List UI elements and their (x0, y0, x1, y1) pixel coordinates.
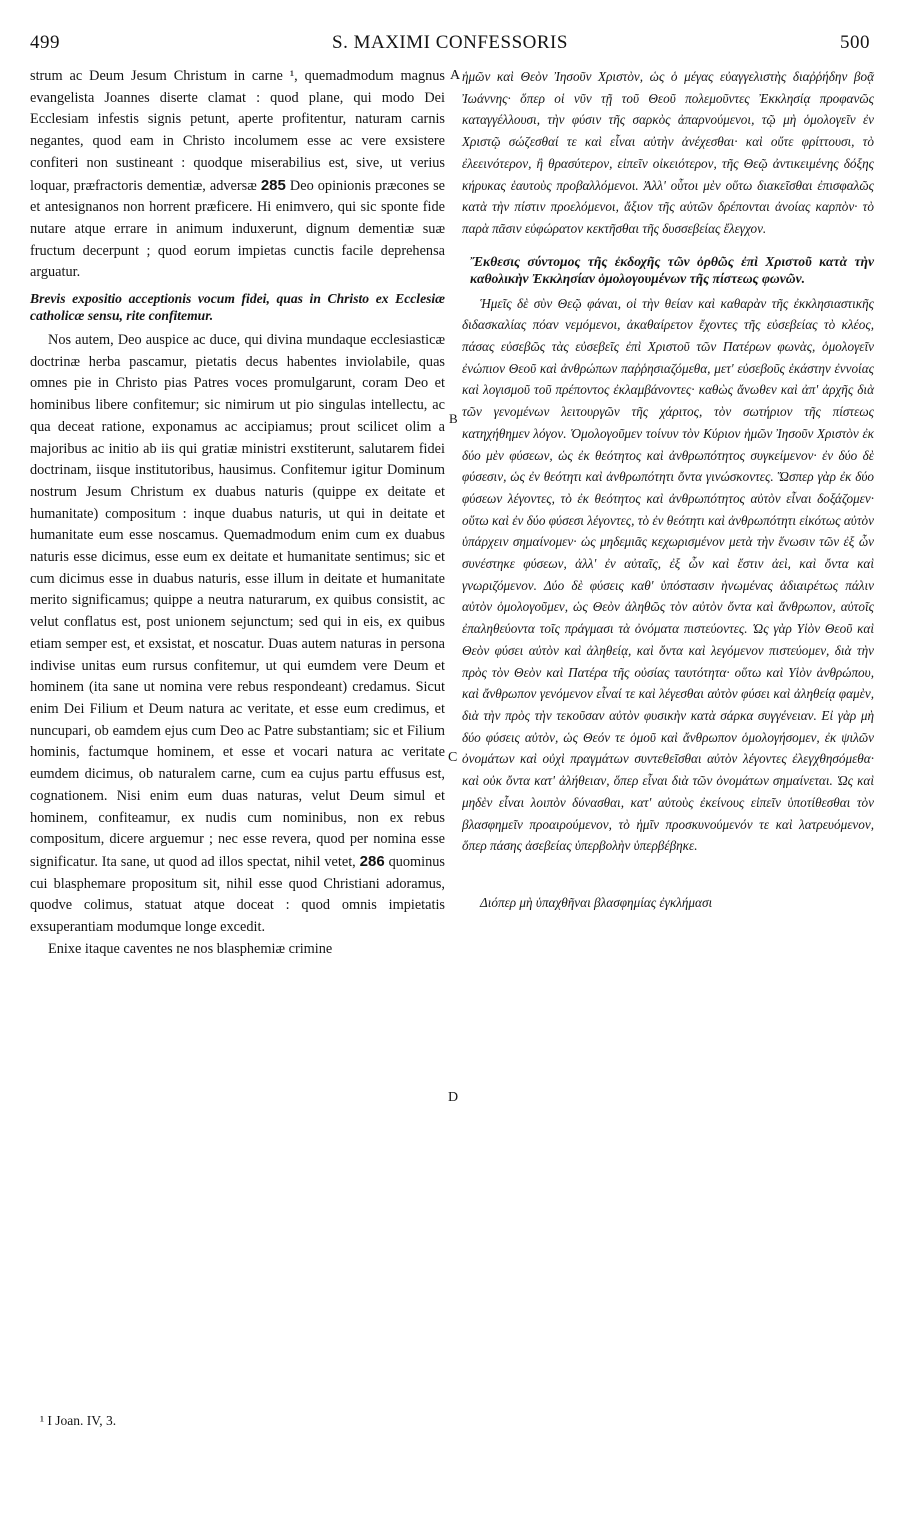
running-header (30, 32, 870, 62)
running-title: S. MAXIMI CONFESSORIS (332, 32, 568, 53)
latin-paragraph: Nos autem, Deo auspice ac duce, qui divina mundaque ecclesiasticæ doctrinæ herba pascamur, pietatis decus habentes inviolabile, quas omnes pie in Christo pias Patres voces promulgarunt, coram Deo et hominibus libere confitemur; sic nimirum ut pio singulas intellectu, ac qua deceat ratione, exponamus ac accipiamus; prout scilicet olim a majoribus ac initio ab iis qui gratiæ ministri exstiterunt, salutarem fidei doctrinam, iisque institutoribus, hausimus. Confitemur igitur Dominum nostrum Jesum Christum ex duabus naturis (quippe ex deitate et humanitate) compositum : inque duabus naturis, ut qui in deitate et humanitate eum esse noscamus. Quemadmodum enim cum ex duabus naturis esse dicimus, esse eum ex deitate et humanitate sentimus; sic et cum dicimus esse in duabus naturis, esse illum in deitate et humanitate merito significamus; quippe a neutra naturarum, ex quibus consistit, ac velut conflatus est, post unionem sejunctum; sed qui in eis, ex quibus etiam semper est, et exsistat, et noscatur. Duas autem naturas in persona indivise unitas eum rursus confitemur, ut qui eumdem vere Deum et hominem (ita sane ut nomina vere rebus respondeant) credamus. Sicut enim Dei Filium et Deum natura ac veritate, et esse eum credimus, et nuncupari, ob eamdem ejus cum Deo ac Patre substantiam; sic et Filium hominis, factumque hominem, et esse et vocari natura ac veritate eumdem dicimus, ob naturalem carne, cum ea cujus partu effusus est, cognationem. Nisi enim eum duas naturas, velut Deum simul et hominem, confiteamur, ex nudis cum nominibus, non ex rebus compositum, dicere arguemur ; nec esse revera, quod per nomina esse significatur. Ita sane, ut quod ad illos spectat, nihil vetet, 286 quominus cui blasphemare propositum sit, nihil esse quod Christiani adoramus, quodve colimus, statuat atque doceat : quod omnis impietatis exsuperantiam modumque longe excedit. (30, 332, 445, 936)
margin-letter-d: D (448, 1090, 459, 1105)
greek-column (462, 66, 874, 914)
column-number: 286 (359, 852, 385, 870)
greek-paragraph: ἡμῶν καὶ Θεὸν Ἰησοῦν Χριστὸν, ὡς ὁ μέγας εὐαγγελιστὴς διαῤῥήδην βοᾷ Ἰωάννης· ὅπερ οἱ νῦν τῇ τοῦ Θεοῦ πολεμοῦντες Ἐκκλησίᾳ προφανῶς καταγγέλλουσι, τὴν φύσιν τῆς σαρκὸς ἀπαρνούμενοι, τῷ μὴ ὁμολογεῖν ἐν Χριστῷ σώζεσθαί τε καὶ εἶναι αὐτὴν ἀνέχεσθαι· καὶ οὔτε φρίττουσι, τὸ ἐλεεινότερον, ἢ θρασύτερον, εἰπεῖν οἰκειότερον, τῆς Θεῷ ἀντικειμένης δόξης κήρυκας ἑαυτοὺς προβαλλόμενοι. Ἀλλ' οὗτοι μὲν οὕτω διακεῖσθαι ἐπισφαλῶς κατὰ τὴν πίστιν προελόμενοι, ἄξιον τῆς αὐτῶν δρέπονται ἀνοίας καρπὸν· τὸ παρὰ πᾶσιν εὐφώρατον κεκτῆσθαι τῆς δυσσεβείας ἔλεγχον. (462, 69, 874, 236)
greek-paragraph: Ἡμεῖς δὲ σὺν Θεῷ φάναι, οἱ τὴν θείαν καὶ καθαρὰν τῆς ἐκκλησιαστικῆς διδασκαλίας πόαν νεμόμενοι, ἀκαθαίρετον ἔχοντες τῆς εὐσεβείας τὸ κλέος, πάσας εὐσεβῶς τὰς εὐσεβεῖς ἐπὶ Χριστοῦ τῶν Πατέρων φωνὰς, ὁμολογεῖν ἐνώπιον Θεοῦ καὶ ἀνθρώπων παῤῥησιαζόμεθα, μετ' εὐσεβοῦς ἑκάστην ἐννοίας καὶ λογισμοῦ τοῦ πρέποντος ἐκλαμβάνοντες· καθὼς ἄνωθεν καὶ ἀπ' ἀρχῆς διὰ τῶν γενομένων λειτουργῶν τῆς χάριτος, τὸν σωτήριον τῆς πίστεως κατηχήθημεν λόγον. Ὁμολογοῦμεν τοίνυν τὸν Κύριον ἡμῶν Ἰησοῦν Χριστὸν ἐκ δύο μὲν φύσεων, ὡς ἐκ θεότητος καὶ ἀνθρωπότητος συγκείμενον· ἐν δύο δὲ φύσεσιν, ὡς ἐν θεότητι καὶ ἀνθρωπότητι ὄντα γινώσκοντες. Ὥσπερ γὰρ ἐκ δύο φύσεων λέγοντες, τὸ ἐκ θεότητος καὶ ἀνθρωπότητος αὐτὸν εἶναι δοξάζομεν· οὕτω καὶ ἐν δύο φύσεσι λέγοντες, τὸ ἐν θεότητι καὶ ἀνθρωπότητι εἰκότως αὐτὸν ὑπάρχειν σημαίνομεν· ὡς μηδεμιᾶς κεχωρισμένον μετὰ τὴν ἕνωσιν τῶν ἐξ ὧν συνέστηκε φύσεων, ἀλλ' ἐν αὐταῖς, ἐξ ὧν καὶ ἔστιν ἀεὶ, καὶ ὄντα καὶ γνωριζόμενον. Δύο δὲ φύσεις καθ' ὑπόστασιν ἡνωμένας ἀδιαιρέτως πάλιν αὐτὸν ὁμολογοῦμεν, ὡς Θεὸν ἀληθῶς τὸν αὐτὸν ὄντα καὶ ἄνθρωπον, αὐτοῖς ἐπαληθεύοντα τοῖς πράγμασι τὰ ὀνόματα πιστεύοντες. Ὡς γὰρ Υἱὸν Θεοῦ καὶ Θεὸν φύσει αὐτὸν καὶ ἀληθείᾳ, καὶ ὄντα καὶ λεγόμενον πιστεύομεν, διὰ τὴν πρὸς τὸν Θεὸν καὶ Πατέρα τῆς οὐσίας ταυτότητα· οὕτω καὶ Υἱὸν ἀνθρώπου, καὶ ἄνθρωπον γενόμενον εἶναί τε καὶ λέγεσθαι αὐτὸν φύσει καὶ ἀληθείᾳ φαμὲν, διὰ τὴν πρὸς τὴν τεκοῦσαν αὐτὸν φυσικὴν κατὰ σάρκα συγγένειαν. Εἰ γὰρ μὴ δύο φύσεις αὐτὸν, ὡς Θεόν τε ὁμοῦ καὶ ἄνθρωπον ὁμολογήσομεν, ἐκ ψιλῶν ὀνομάτων καὶ οὐχὶ πραγμάτων συντεθεῖσθαι αὐτὸν λέγοντες ἐλεγχθησόμεθα· καὶ οὐκ ὄντα κατ' ἀλήθειαν, ὅπερ εἶναι διὰ τῶν ὀνομάτων σημαίνεται. Ὡς καὶ μηδὲν εἶναι λοιπὸν δύνασθαι, κατ' αὐτοὺς ἐκείνους εἰπεῖν ὑποτίθεσθαι τὸν βλασφημεῖν προαιρούμενον, τὸ ἡμῖν προσκυνούμενόν τε καὶ λατρευόμενον, ὅπερ πάσης ἀσεβείας ὑπερβολὴν ὑπερβέβηκε. (462, 295, 874, 854)
greek-paragraph: Διόπερ μὴ ὑπαχθῆναι βλασφημίας ἐγκλήμασι (480, 894, 713, 910)
margin-letter-a: A (450, 68, 461, 83)
column-number: 285 (260, 176, 286, 194)
latin-paragraph: Enixe itaque caventes ne nos blasphemiæ crimine (48, 940, 333, 957)
margin-letter-b: B (449, 411, 458, 426)
latin-section-heading: Brevis expositio acceptionis vocum fidei, quas in Christo ex Ecclesiæ catholicæ sensu, rite confitemur. (30, 291, 445, 324)
latin-column (30, 66, 445, 960)
page-number-left: 499 (30, 32, 60, 53)
latin-paragraph: strum ac Deum Jesum Christum in carne ¹, quemadmodum magnus evangelista Joannes diserte clamat : quod plane, qui modo Dei Ecclesiam infestis signis petunt, aperte profitentur, naturam carnis negantes, quod eam in Christo incolumem esse ac vere exsistere confiteri non sustineant : quodque miserabilius est, sive, ut verius loquar, præfractoris dementiæ, adversæ 285 Deo opinionis præcones se et antesignanos non horrent præficere. Hi enimvero, qui sic sponte fide nutare atque errare in animum induxerunt, dignum dementiæ suæ fructum decerpunt ; quod eorum impietas cunctis facile deprehensa arguatur. (30, 68, 446, 281)
greek-section-heading: Ἔκθεσις σύντομος τῆς ἐκδοχῆς τῶν ὀρθῶς ἐπὶ Χριστοῦ κατὰ τὴν καθολικὴν Ἐκκλησίαν ὁμολογουμένων τῆς πίστεως φωνῶν. (470, 253, 874, 286)
margin-letter-c: C (448, 750, 458, 765)
page-number-right: 500 (840, 32, 870, 53)
footnote: ¹ I Joan. IV, 3. (40, 1413, 117, 1428)
